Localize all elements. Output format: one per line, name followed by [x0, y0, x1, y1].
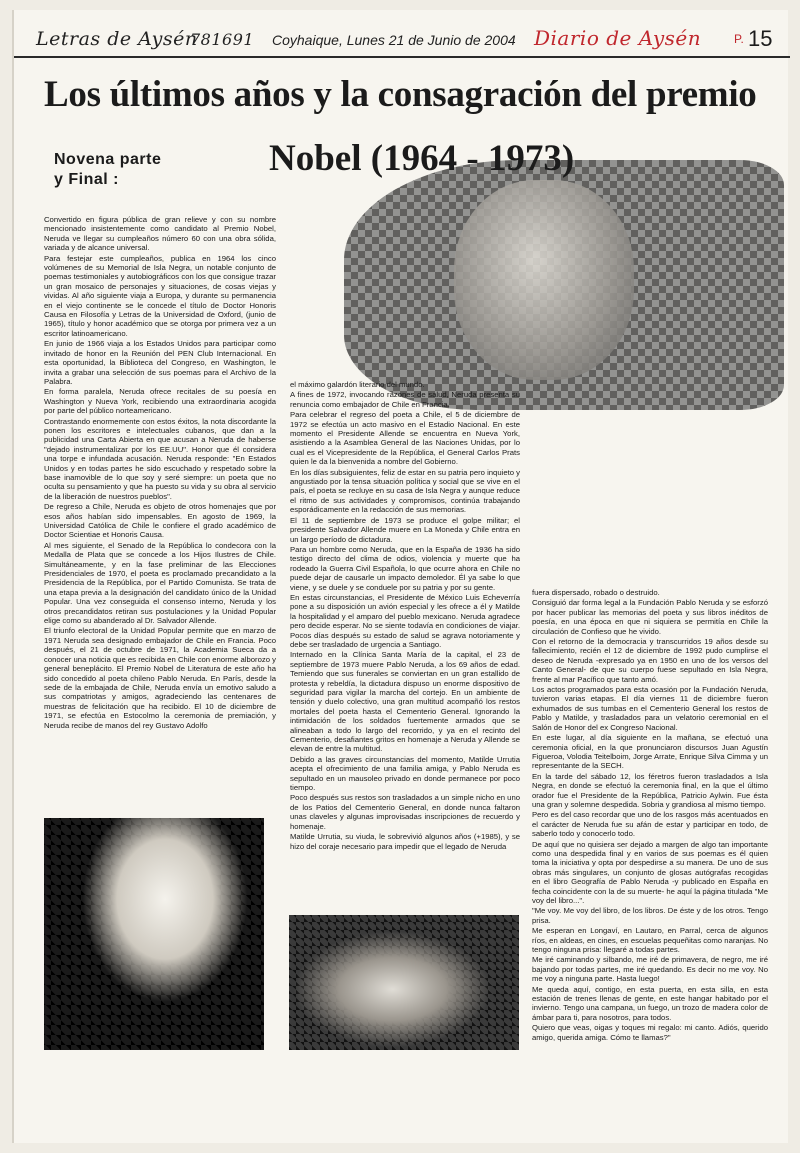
- paragraph: Con el retorno de la democracia y transcurridos 19 años desde su fallecimiento, recién el 12 de diciembre de 1992 pudo cumplirse el deseo de Neruda -expresado ya en 1950 en uno de los versos del Canto General- de que su cuerpo fuese sepultado en Isla Negra, frente al mar Pacífico que tanto amó.: [532, 637, 768, 684]
- paragraph: Convertido en figura pública de gran relieve y con su nombre mencionado insistentemente como candidato al Premio Nobel, Neruda ve llegar su cumpleaños número 60 con una obra sólida, variada y de alcance universal.: [44, 215, 276, 253]
- paragraph: En junio de 1966 viaja a los Estados Unidos para participar como invitado de honor en la Reunión del PEN Club Internacional. En esta oportunidad, la Biblioteca del Congreso, en Washington, le invita a grabar una selección de sus poemas para el Archivo de la Palabra.: [44, 339, 276, 386]
- newspaper-page: [12, 10, 788, 1143]
- photo-neruda-portrait: [44, 818, 264, 1050]
- photo-face-shading: [454, 180, 634, 380]
- masthead-ref-number: 781691: [190, 30, 255, 49]
- paragraph: Matilde Urrutia, su viuda, le sobrevivió algunos años (+1985), y se hizo del coraje necesario para impedir que el legado de Neruda: [290, 832, 520, 851]
- paragraph: Quiero que veas, oigas y toques mi regalo: mi canto. Adiós, querido amigo, querida amiga. Cómo te llamas?": [532, 1023, 768, 1042]
- paragraph: el máximo galardón literario del mundo.: [290, 380, 425, 389]
- paragraph: El 11 de septiembre de 1973 se produce el golpe militar; el presidente Salvador Allende muere en La Moneda y Chile entra en un largo período de dictadura.: [290, 515, 520, 544]
- paragraph: Internado en la Clínica Santa María de la capital, el 23 de septiembre de 1973 muere Pablo Neruda, a los 69 años de edad. Temiendo que sus funerales se conviertan en un gran estallido de protesta y rebeldía, la dictadura dispuso un enorme dispositivo de seguridad para vigilar la marcha del cortejo. En un ambiente de tensión y duelo colectivo, una gran multitud acompañó los restos mortales del poeta hasta el Cementerio General. Ignorando la intimidación de los soldados fuertemente armados que se alineaban a todo lo largo del recorrido, y ya en el recinto del Cementerio, desafiantes gritos en homenaje a Neruda y Allende se elevan de entre la multitud.: [290, 650, 520, 754]
- article-column-1: [44, 215, 276, 810]
- masthead-handwritten-left: Letras de Aysén: [36, 28, 198, 50]
- paragraph: Los actos programados para esta ocasión por la Fundación Neruda, tuvieron varias etapas. El día viernes 11 de diciembre fueron exhumados de sus tumbas en el Cementerio General los restos de Pablo y Matilde, y trasladados para un velatorio ceremonial en el Salón de Honor del ex Congreso Nacional.: [532, 685, 768, 732]
- paragraph: fuera dispersado, robado o destruido.: [532, 588, 660, 597]
- series-line-1: Novena parte: [54, 151, 162, 168]
- series-label: [54, 150, 161, 190]
- paragraph: A fines de 1972, invocando razones de salud, Neruda presenta su renuncia como embajador de Chile en Francia.: [290, 390, 520, 409]
- paragraph: De aquí que no quisiera ser dejado a margen de algo tan importante como una despedida final y en varios de sus poemas es él quien toma la iniciativa y opta por despedirse a su manera. De uno de sus obras más singulares, un conjunto de glosas autógrafas recogidas en el libro Geografía de Pablo Neruda -y publicado en España en fecha coincidente con la de su muerte- he aquí la página titulada "Me voy del libro...".: [532, 839, 768, 905]
- paragraph: De regreso a Chile, Neruda es objeto de otros homenajes que por esos años habían sido impensables. En agosto de 1969, la Universidad Católica de Chile le confiere el grado académico de Doctor Scientiae et Honoris Causa.: [44, 502, 276, 540]
- paragraph: "Me voy. Me voy del libro, de los libros. De éste y de los otros. Tengo prisa.: [532, 906, 768, 925]
- dateline: Coyhaique, Lunes 21 de Junio de 2004: [272, 32, 516, 48]
- masthead-handwritten-right: Diario de Aysén: [534, 26, 702, 50]
- paragraph: Poco después sus restos son trasladados a un simple nicho en uno de los Patios del Cementerio General, en donde nunca faltaron unas claveles y algunas improvisadas inscripciones de recuerdo y homenaje.: [290, 793, 520, 831]
- paragraph: En estas circunstancias, el Presidente de México Luis Echeverría pone a su disposición un avión especial y les ofrece a él y Matilde la hospitalidad y el amparo del pueblo mexicano. Neruda agradece pero decide esperar. No se siente todavía en condiciones de viajar. Pocos días después su estado de salud se agrava notoriamente y debe ser trasladado de urgencia a Santiago.: [290, 592, 520, 649]
- paragraph: En este lugar, al día siguiente en la mañana, se efectuó una ceremonia oficial, en la que pronunciaron discursos Juan Agustín Figueroa, Volodia Teitelboim, Jorge Arrate, Enrique Silva Cimma y un representante de la SECH.: [532, 733, 768, 771]
- paragraph: Para un hombre como Neruda, que en la España de 1936 ha sido testigo directo del clima de odios, violencia y muerte que ha rodeado la Guerra Civil Española, lo que ocurre ahora en Chile no puede dejar de causarle un impacto demoledor. Él ya sabe lo que viene, y se duele y se conduele por su patria y por su gente.: [290, 544, 520, 592]
- paragraph: Contrastando enormemente con estos éxitos, la nota discordante la ponen los escritores e intelectuales cubanos, que dan a la publicidad una Carta Abierta en que acusan a Neruda de haberse "dejado instrumentalizar por los EE.UU". Honor que él considera una torpe e infundada acusación. Neruda responde: "En Estados Unidos y en todas partes he sido escuchado y respetado sobre la base inamovible de lo que soy y seré siempre: un poeta que no oculta su pensamiento y que ha puesto su vida y su obra al servicio de la liberación de nuestros pueblos".: [44, 416, 276, 501]
- paragraph: Me queda aquí, contigo, en esta puerta, en esta silla, en esta estación de trenes llenas de gente, en este hangar habitado por el invierno. Tengo una campana, un fuego, un trozo de madera color de ámbar para ti, para nosotros, para todos.: [532, 984, 768, 1022]
- paragraph: Para festejar este cumpleaños, publica en 1964 los cinco volúmenes de su Memorial de Isla Negra, un notable conjunto de poemas testimoniales y autobiográficos con los que consigue trazar un gran mosaico de personajes y situaciones, de cosas viejas y vividas. Al año siguiente viaja a Europa, y durante su permanencia en el viejo continente se le concede el título de Doctor Honoris Causa en Filosofía y Letras de la Universidad de Oxford, (junio de 1965), título y honor académico que se otorga por primera vez a un escritor latinoamericano.: [44, 253, 276, 338]
- article-column-2: [290, 380, 520, 910]
- paragraph: El triunfo electoral de la Unidad Popular permite que en marzo de 1971 Neruda sea designado embajador de Chile en Francia. Poco después, el 21 de octubre de 1971, la Academia Sueca da a conocer una noticia que es recibida en Chile con enorme alborozo y general beneplácito. El Premio Nobel de Literatura de este año ha sido concedido al poeta chileno Pablo Neruda. En París, desde la sede de la embajada de Chile, Neruda envía un emotivo saludo a sus compatriotas y amigos, agradeciendo las centenares de muestras de felicitación que ha recibido. El 10 de diciembre de 1971, se efectúa en Estocolmo la ceremonia de premiación, y Neruda recibe de manos del rey Gustavo Adolfo: [44, 626, 276, 730]
- paragraph: Para celebrar el regreso del poeta a Chile, el 5 de diciembre de 1972 se efectúa un acto masivo en el Estadio Nacional. En este momento el Presidente Allende se encuentra en Nueva York, asistiendo a la Asamblea General de las Naciones Unidas, por lo cual es el Vicepresidente de la República, el General Carlos Prats quien le da la bienvenida a nombre del Gobierno.: [290, 410, 520, 467]
- subheadline: Nobel (1964 - 1973): [269, 138, 575, 179]
- page-number: 15: [748, 26, 773, 51]
- page-tag: P.: [734, 32, 744, 46]
- paragraph: Al mes siguiente, el Senado de la República lo condecora con la Medalla de Plata que se concede a los Hijos Ilustres de Chile. Simultáneamente, y en la fase preliminar de las Elecciones Presidenciales de 1970, el poeta es proclamado precandidato a la Presidencia de la República, por el Partido Comunista. Se trata de una etapa previa a la designación del candidato único de la Unidad Popular. Una vez conseguida el consenso interno, Neruda y los otros precandidatos retiran sus postulaciones y la Unidad Popular elige como su abanderado al Dr. Salvador Allende.: [44, 540, 276, 626]
- paragraph: En los días subsiguientes, feliz de estar en su patria pero inquieto y angustiado por la tensa situación política y social que se vive en el país, el poeta se recluye en su casa de Isla Negra y aunque reduce el ritmo de sus actividades y compromisos, continúa trabajando esporádicamente en la redacción de sus memorias.: [290, 467, 520, 515]
- paragraph: En la tarde del sábado 12, los féretros fueron trasladados a Isla Negra, en donde se efectuó la ceremonia final, en la que el último orador fue el Presidente de la República, Patricio Aylwin. Fue ésta una gran y solemne despedida. Sobria y grandiosa al mismo tiempo.: [532, 771, 768, 809]
- photo-neruda-main: [344, 160, 784, 410]
- paragraph: Me esperan en Longaví, en Lautaro, en Parral, cerca de algunos ríos, en aldeas, en cines, en escuelas pequeñitas como naranjas. No tengo ninguna prisa: llegaré a todas partes.: [532, 926, 768, 955]
- article-column-3: [532, 588, 768, 1093]
- masthead: [14, 18, 790, 58]
- paragraph: Pero es del caso recordar que uno de los rasgos más acentuados en el carácter de Neruda fue su afán de estar y participar en todo, de saberlo todo y conocerlo todo.: [532, 810, 768, 839]
- series-line-2: y Final :: [54, 171, 119, 188]
- paragraph: Consiguió dar forma legal a la Fundación Pablo Neruda y se esforzó por hacer publicar las memorias del poeta y sus libros inéditos de poesía, en una época en que ni siquiera se permitía en Chile la circulación de Confieso que he vivido.: [532, 598, 768, 636]
- paragraph: Me iré caminando y silbando, me iré de primavera, de negro, me iré bajando por todas partes, me iré quedando. Es decir no me voy. No me voy a ninguna parte. Hasta luego!: [532, 955, 768, 984]
- paragraph: En forma paralela, Neruda ofrece recitales de su poesía en Washington y Nueva York, recibiendo una extraordinaria acogida por parte del público norteamericano.: [44, 387, 276, 416]
- photo-neruda-old: [289, 915, 519, 1050]
- headline: Los últimos años y la consagración del premio: [44, 74, 757, 115]
- paragraph: Debido a las graves circunstancias del momento, Matilde Urrutia acepta el ofrecimiento de una familia amiga, y Pablo Neruda es sepultado en un mausoleo privado en donde permanece por poco tiempo.: [290, 754, 520, 793]
